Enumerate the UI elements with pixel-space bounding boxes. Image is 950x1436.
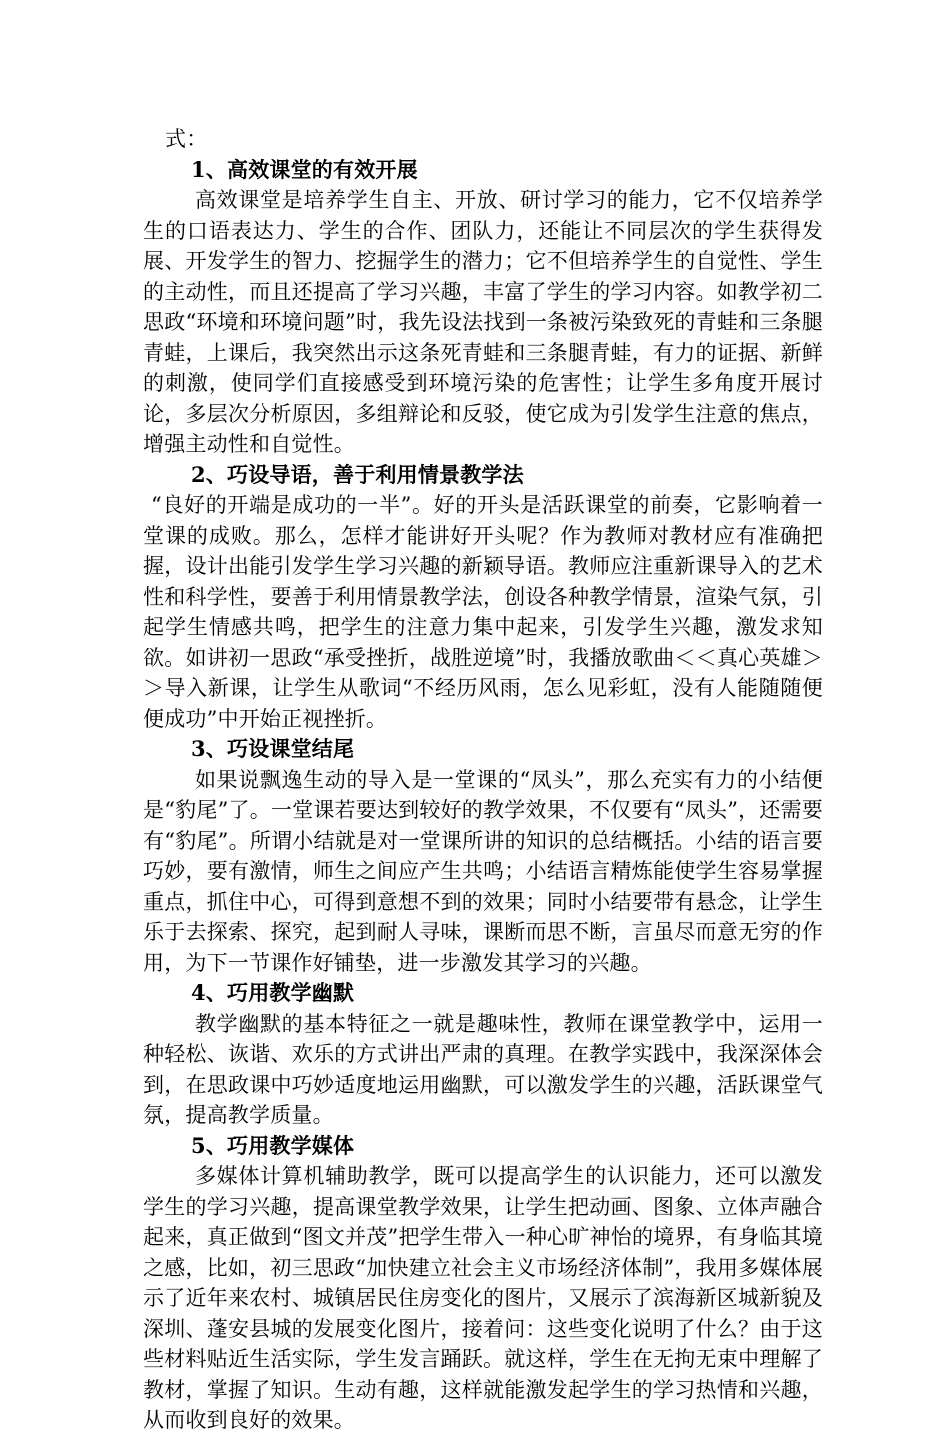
section-heading-3: 3、巧设课堂结尾 [191,736,355,761]
section-paragraph-3: 如果说飘逸生动的导入是一堂课的“凤头”，那么充实有力的小结便是“豹尾”了。一堂课若要达到较好的教学效果，不仅要有“凤头”，还需要有“豹尾”。所谓小结就是对一堂课所讲的知识的总结概括。小结的语言要巧妙，要有激情，师生之间应产生共鸣；小结语言精炼能使学生容易掌握重点，抓住中心，可得到意想不到的效果；同时小结要带有悬念，让学生乐于去探索、探究，起到耐人寻味，课断而思不断，言虽尽而意无穷的作用，为下一节课作好铺垫，进一步激发其学习的兴趣。 [143,767,823,975]
section-heading-1: 1、高效课堂的有效开展 [191,156,418,182]
section-heading-2: 2、巧设导语，善于利用情景教学法 [191,461,524,487]
section-paragraph-2: “良好的开端是成功的一半”。好的开头是活跃课堂的前奏，它影响着一堂课的成败。那么，怎样才能讲好开头呢？作为教师对教材应有准确把握，设计出能引发学生学习兴趣的新颖导语。教师应注重新课导入的艺术性和科学性，要善于利用情景教学法，创设各种教学情景，渲染气氛，引起学生情感共鸣，把学生的注意力集中起来，引发学生兴趣，激发求知欲。如讲初一思政“承受挫折，战胜逆境”时，我播放歌曲＜＜真心英雄＞＞导入新课，让学生从歌词“不经历风雨，怎么见彩虹，没有人能随随便便成功”中开始正视挫折。 [143,493,823,731]
section-paragraph-4: 教学幽默的基本特征之一就是趣味性，教师在课堂教学中，运用一种轻松、诙谐、欢乐的方式讲出严肃的真理。在教学实践中，我深深体会到，在思政课中巧妙适度地运用幽默，可以激发学生的兴趣，活跃课堂气氛，提高教学质量。 [143,1011,823,1127]
document-body [143,124,823,1436]
section-heading-5: 5、巧用教学媒体 [191,1132,355,1158]
lead-fragment: 式： [165,127,208,151]
section-paragraph-5: 多媒体计算机辅助教学，既可以提高学生的认识能力，还可以激发学生的学习兴趣，提高课堂教学效果，让学生把动画、图象、立体声融合起来，真正做到“图文并茂”把学生带入一种心旷神怡的境界，有身临其境之感，比如，初三思政“加快建立社会主义市场经济体制”，我用多媒体展示了近年来农村、城镇居民住房变化的图片，又展示了滨海新区城新貌及深圳、蓬安县城的发展变化图片，接着问：这些变化说明了什么？由于这些材料贴近生活实际，学生发言踊跃。就这样，学生在无拘无束中理解了教材，掌握了知识。生动有趣，这样就能激发起学生的学习热情和兴趣，从而收到良好的效果。 [143,1164,823,1432]
section-paragraph-1: 高效课堂是培养学生自主、开放、研讨学习的能力，它不仅培养学生的口语表达力、学生的合作、团队力，还能让不同层次的学生获得发展、开发学生的智力、挖掘学生的潜力；它不但培养学生的自觉性、学生的主动性，而且还提高了学习兴趣，丰富了学生的学习内容。如教学初二思政“环境和环境问题”时，我先设法找到一条被污染致死的青蛙和三条腿青蛙，上课后，我突然出示这条死青蛙和三条腿青蛙，有力的证据、新鲜的刺激，使同学们直接感受到环境污染的危害性；让学生多角度开展讨论，多层次分析原因，多组辩论和反驳，使它成为引发学生注意的焦点，增强主动性和自觉性。 [143,188,823,456]
section-heading-4: 4、巧用教学幽默 [191,980,355,1005]
